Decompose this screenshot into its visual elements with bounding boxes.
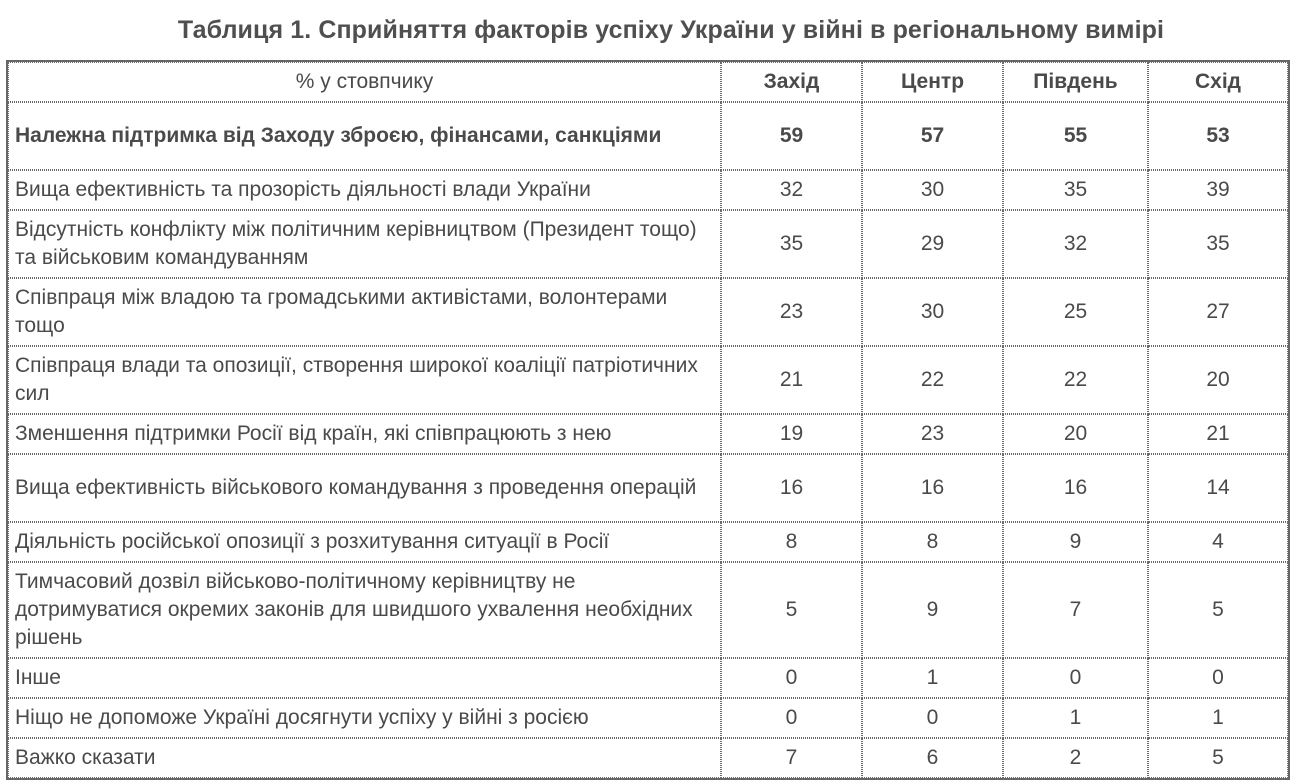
row-value: 2 — [1003, 738, 1148, 778]
row-value: 35 — [721, 210, 862, 278]
row-label: Співпраця між владою та громадськими активістами, волонтерами тощо — [8, 278, 721, 346]
row-value: 14 — [1148, 454, 1288, 522]
row-value: 19 — [721, 414, 862, 454]
table-row — [8, 658, 1288, 698]
row-value: 1 — [1003, 698, 1148, 738]
row-value: 27 — [1148, 278, 1288, 346]
row-label: Належна підтримка від Заходу зброєю, фінансами, санкціями — [8, 102, 721, 170]
row-label: Діяльність російської опозиції з розхитування ситуації в Росії — [8, 522, 721, 562]
row-value: 22 — [1003, 346, 1148, 414]
row-value: 30 — [862, 170, 1003, 210]
table-row — [8, 414, 1288, 454]
table-row — [8, 210, 1288, 278]
row-value: 55 — [1003, 102, 1148, 170]
row-label: Тимчасовий дозвіл військово-політичному керівництву не дотримуватися окремих законів для швидшого ухвалення необхідних рішень — [8, 562, 721, 658]
row-value: 8 — [721, 522, 862, 562]
table-row — [8, 698, 1288, 738]
header-region: Схід — [1148, 62, 1288, 102]
row-label: Співпраця влади та опозиції, створення широкої коаліції патріотичних сил — [8, 346, 721, 414]
row-label: Вища ефективність військового командування з проведення операцій — [8, 454, 721, 522]
row-label: Ніщо не допоможе Україні досягнути успіху у війні з росією — [8, 698, 721, 738]
row-value: 35 — [1003, 170, 1148, 210]
row-value: 4 — [1148, 522, 1288, 562]
table-row — [8, 170, 1288, 210]
page-title: Таблиця 1. Сприйняття факторів успіху України у війні в регіональному вимірі — [177, 16, 1165, 44]
row-label: Вища ефективність та прозорість діяльності влади України — [8, 170, 721, 210]
row-value: 6 — [862, 738, 1003, 778]
table-row — [8, 102, 1288, 170]
row-value: 53 — [1148, 102, 1288, 170]
row-label: Важко сказати — [8, 738, 721, 778]
row-value: 1 — [862, 658, 1003, 698]
row-value: 0 — [862, 698, 1003, 738]
row-value: 23 — [721, 278, 862, 346]
row-value: 59 — [721, 102, 862, 170]
header-region: Південь — [1003, 62, 1148, 102]
table-row — [8, 278, 1288, 346]
row-value: 25 — [1003, 278, 1148, 346]
header-caption: % у стовпчику — [8, 62, 721, 102]
row-value: 0 — [721, 698, 862, 738]
row-value: 21 — [1148, 414, 1288, 454]
row-value: 1 — [1148, 698, 1288, 738]
row-value: 29 — [862, 210, 1003, 278]
table-row — [8, 522, 1288, 562]
header-region: Захід — [721, 62, 862, 102]
row-value: 20 — [1003, 414, 1148, 454]
row-value: 30 — [862, 278, 1003, 346]
row-label: Відсутність конфлікту між політичним керівництвом (Президент тощо) та військовим командуванням — [8, 210, 721, 278]
table-header-row — [8, 62, 1288, 102]
header-region: Центр — [862, 62, 1003, 102]
row-value: 7 — [1003, 562, 1148, 658]
row-value: 16 — [862, 454, 1003, 522]
row-value: 0 — [721, 658, 862, 698]
row-value: 0 — [1148, 658, 1288, 698]
row-value: 20 — [1148, 346, 1288, 414]
row-value: 35 — [1148, 210, 1288, 278]
row-value: 16 — [1003, 454, 1148, 522]
data-table — [6, 60, 1290, 780]
row-value: 57 — [862, 102, 1003, 170]
table-row — [8, 738, 1288, 778]
row-value: 32 — [1003, 210, 1148, 278]
row-value: 21 — [721, 346, 862, 414]
row-value: 5 — [721, 562, 862, 658]
row-value: 32 — [721, 170, 862, 210]
row-value: 22 — [862, 346, 1003, 414]
table-row — [8, 454, 1288, 522]
row-value: 5 — [1148, 738, 1288, 778]
table-row — [8, 346, 1288, 414]
row-value: 5 — [1148, 562, 1288, 658]
row-value: 7 — [721, 738, 862, 778]
row-value: 9 — [1003, 522, 1148, 562]
row-value: 23 — [862, 414, 1003, 454]
row-value: 8 — [862, 522, 1003, 562]
row-value: 0 — [1003, 658, 1148, 698]
row-label: Інше — [8, 658, 721, 698]
row-value: 16 — [721, 454, 862, 522]
row-value: 9 — [862, 562, 1003, 658]
table-row — [8, 562, 1288, 658]
row-label: Зменшення підтримки Росії від країн, які співпрацюють з нею — [8, 414, 721, 454]
row-value: 39 — [1148, 170, 1288, 210]
